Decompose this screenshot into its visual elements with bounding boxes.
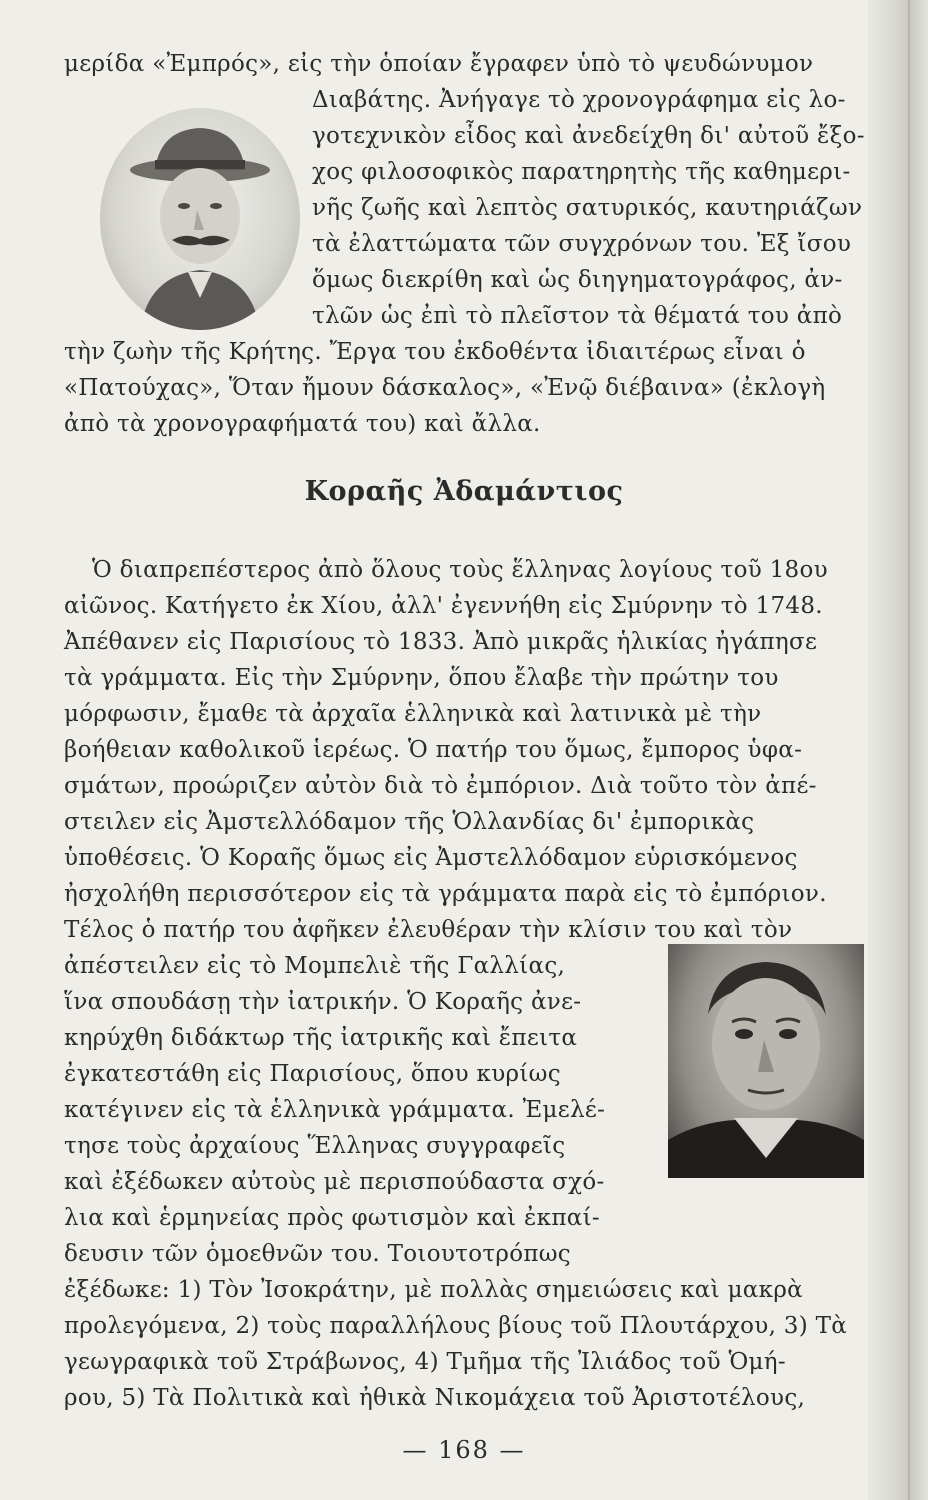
text-line: τλῶν ὡς ἐπὶ τὸ πλεῖστον τὰ θέματά του ἀπὸ bbox=[312, 303, 843, 329]
text-line: τησε τοὺς ἀρχαίους Ἕλληνας συγγραφεῖς bbox=[64, 1133, 566, 1159]
text-line: αἰῶνος. Κατήγετο ἐκ Χίου, ἀλλ' ἐγεννήθη εἰς Σμύρνην τὸ 1748. bbox=[64, 593, 823, 619]
portrait-illustration-2 bbox=[668, 944, 864, 1178]
text-line: νῆς ζωῆς καὶ λεπτὸς σατυρικός, καυτηριάζων bbox=[312, 195, 863, 221]
text-line: ρου, 5) Τὰ Πολιτικὰ καὶ ἠθικὰ Νικομάχεια τοῦ Ἀριστοτέλους, bbox=[64, 1385, 806, 1411]
text-line: μόρφωσιν, ἔμαθε τὰ ἀρχαῖα ἑλληνικὰ καὶ λατινικὰ μὲ τὴν bbox=[64, 701, 762, 727]
text-line: ἠσχολήθη περισσότερον εἰς τὰ γράμματα παρὰ εἰς τὸ ἐμπόριον. bbox=[64, 881, 827, 907]
text-line: τὴν ζωὴν τῆς Κρήτης. Ἔργα του ἐκδοθέντα ἰδιαιτέρως εἶναι ὁ bbox=[64, 339, 806, 365]
text-line: «Πατούχας», Ὅταν ἤμουν δάσκαλος», «Ἐνῷ διέβαινα» (ἐκλογὴ bbox=[64, 375, 826, 401]
text-line: μερίδα «Ἐμπρός», εἰς τὴν ὁποίαν ἔγραφεν ὑπὸ τὸ ψευδώνυμον bbox=[64, 51, 814, 77]
text-line: κατέγινεν εἰς τὰ ἑλληνικὰ γράμματα. Ἐμελέ- bbox=[64, 1097, 606, 1123]
text-line: στειλεν εἰς Ἀμστελλόδαμον τῆς Ὁλλανδίας δι' ἐμπορικὰς bbox=[64, 809, 755, 835]
text-line: λια καὶ ἑρμηνείας πρὸς φωτισμὸν καὶ ἐκπαί- bbox=[64, 1205, 600, 1231]
text-line: κηρύχθη διδάκτωρ τῆς ἰατρικῆς καὶ ἔπειτα bbox=[64, 1025, 578, 1051]
book-gutter bbox=[868, 0, 928, 1500]
text-line: ἀπὸ τὰ χρονογραφήματά του) καὶ ἄλλα. bbox=[64, 411, 541, 437]
text-line: Ὁ διαπρεπέστερος ἀπὸ ὅλους τοὺς ἕλληνας λογίους τοῦ 18ου bbox=[92, 557, 828, 583]
text-line: ὑποθέσεις. Ὁ Κοραῆς ὅμως εἰς Ἀμστελλόδαμον εὑρισκόμενος bbox=[64, 845, 798, 871]
text-line: βοήθειαν καθολικοῦ ἱερέως. Ὁ πατήρ του ὅμως, ἔμπορος ὑφα- bbox=[64, 737, 803, 763]
text-line: τὰ ἐλαττώματα τῶν συγχρόνων του. Ἐξ ἴσου bbox=[312, 231, 852, 257]
text-line: ὅμως διεκρίθη καὶ ὡς διηγηματογράφος, ἀν- bbox=[312, 267, 843, 293]
text-line: καὶ ἐξέδωκεν αὐτοὺς μὲ περισπούδαστα σχό- bbox=[64, 1169, 605, 1195]
text-line: δευσιν τῶν ὁμοεθνῶν του. Τοιουτοτρόπως bbox=[64, 1241, 571, 1267]
text-line: γεωγραφικὰ τοῦ Στράβωνος, 4) Τμῆμα τῆς Ἰλιάδος τοῦ Ὁμή- bbox=[64, 1349, 786, 1375]
text-line: Ἀπέθανεν εἰς Παρισίους τὸ 1833. Ἀπὸ μικρᾶς ἡλικίας ἠγάπησε bbox=[64, 629, 818, 655]
text-line: χος φιλοσοφικὸς παρατηρητὴς τῆς καθημερι- bbox=[312, 159, 851, 185]
text-line: ἐγκατεστάθη εἰς Παρισίους, ὅπου κυρίως bbox=[64, 1061, 561, 1087]
gutter-fold bbox=[908, 0, 910, 1500]
portrait-illustration-1 bbox=[100, 108, 300, 330]
text-line: τὰ γράμματα. Εἰς τὴν Σμύρνην, ὅπου ἔλαβε τὴν πρώτην του bbox=[64, 665, 779, 691]
page-number: — 168 — bbox=[402, 1436, 526, 1464]
text-line: ἐξέδωκε: 1) Τὸν Ἰσοκράτην, μὲ πολλὰς σημειώσεις καὶ μακρὰ bbox=[64, 1277, 803, 1303]
text-line: σμάτων, προώριζεν αὐτὸν διὰ τὸ ἐμπόριον. Διὰ τοῦτο τὸν ἀπέ- bbox=[64, 773, 817, 799]
text-line: ἵνα σπουδάσῃ τὴν ἰατρικήν. Ὁ Κοραῆς ἀνε- bbox=[64, 989, 582, 1015]
portrait-man-with-hat bbox=[100, 108, 300, 330]
section-heading: Κοραῆς Ἀδαμάντιος bbox=[304, 476, 624, 507]
text-line: Τέλος ὁ πατήρ του ἀφῆκεν ἐλευθέραν τὴν κλίσιν του καὶ τὸν bbox=[64, 917, 793, 943]
text-line: προλεγόμενα, 2) τοὺς παραλλήλους βίους τοῦ Πλουτάρχου, 3) Τὰ bbox=[64, 1313, 848, 1339]
text-line: ἀπέστειλεν εἰς τὸ Μομπελιὲ τῆς Γαλλίας, bbox=[64, 953, 566, 979]
text-line: Διαβάτης. Ἀνήγαγε τὸ χρονογράφημα εἰς λο- bbox=[312, 87, 846, 113]
text-line: γοτεχνικὸν εἶδος καὶ ἀνεδείχθη δι' αὐτοῦ ἔξο- bbox=[312, 123, 865, 149]
portrait-korais bbox=[668, 944, 864, 1178]
